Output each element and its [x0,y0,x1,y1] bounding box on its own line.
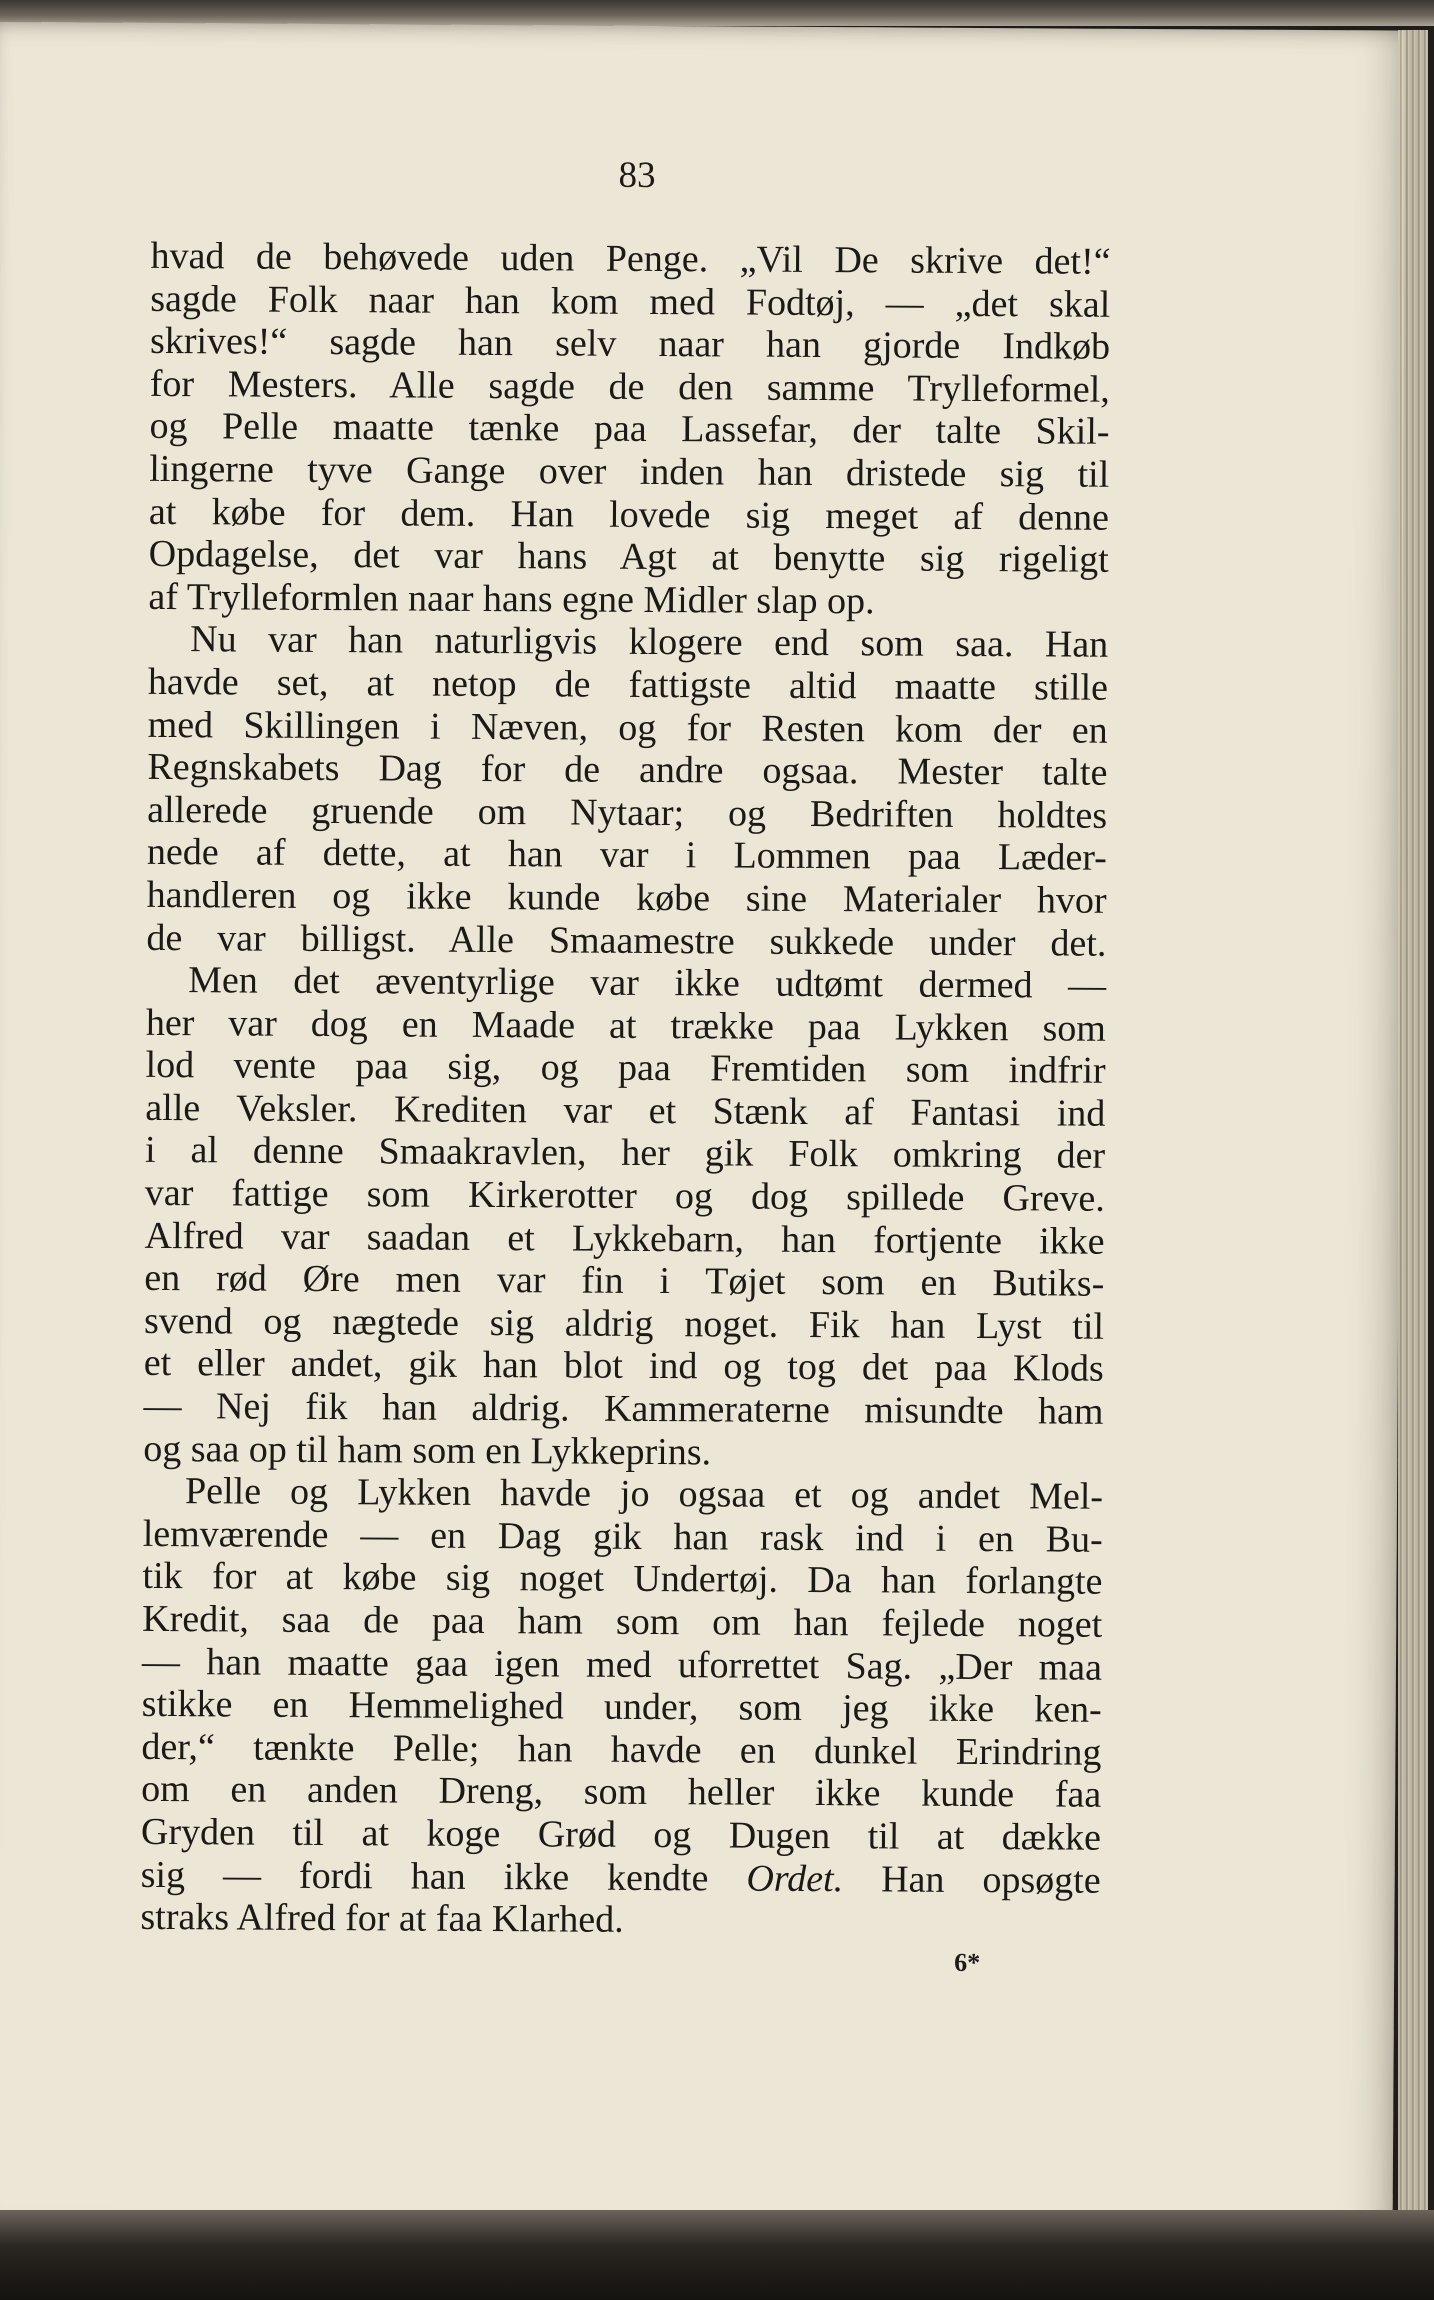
text-line: — han maatte gaa igen med uforrettet Sag. „Der maa [141,1640,1103,1689]
text-line: de var billigst. Alle Smaamestre sukkede under det. [146,916,1107,965]
italic-word: Ordet. [746,1857,844,1900]
book-bottom-edge [0,2210,1434,2300]
text-line: i al denne Smaakravlen, her gik Folk omkring der [144,1129,1106,1178]
text-line: — Nej fik han aldrig. Kammeraterne misundte ham [143,1384,1104,1433]
text-line: af Trylleformlen naar hans egne Midler slap op. [148,575,875,623]
text-line: sagde Folk naar han kom med Fodtøj, — „det skal [150,277,1111,326]
text-line: havde set, at netop de fattigste altid maatte stille [147,660,1109,709]
text-line: tik for at købe sig noget Undertøj. Da han forlangte [142,1555,1103,1604]
page-number: 83 [618,154,656,197]
text-line: handleren og ikke kunde købe sine Materialer hvor [146,873,1107,922]
text-line: Nu var han naturligvis klogere end som saa. Han [190,618,1109,667]
text-line: var fattige som Kirkerotter og dog spillede Greve. [144,1171,1105,1220]
text-line: alle Veksler. Krediten var et Stænk af Fantasi ind [145,1086,1106,1135]
text-line: Regnskabets Dag for de andre ogsaa. Mester talte [147,746,1108,794]
book-page-edges [1398,30,1428,2230]
text-line: stikke en Hemmelighed under, som jeg ikke ken- [141,1683,1102,1731]
printer-signature-mark: 6* [954,1947,981,1978]
text-line: om en anden Dreng, som heller ikke kunde faa [141,1768,1102,1817]
body-text [140,235,1110,1945]
text-line: Kredit, saa de paa ham som om han fejlede noget [142,1597,1103,1646]
text-line: lod vente paa sig, og paa Fremtiden som indfrir [145,1044,1106,1093]
text-line: et eller andet, gik han blot ind og tog det paa Klods [143,1342,1104,1391]
text-line: og Pelle maatte tænke paa Lassefar, der talte Skil- [149,405,1110,454]
text-line: Pelle og Lykken havde jo ogsaa et og andet Mel- [184,1470,1104,1518]
text-line: Opdagelse, det var hans Agt at benytte sig rigeligt [148,533,1109,581]
text-line: nede af dette, at han var i Lommen paa Læder- [146,831,1108,880]
text-line: og saa op til ham som en Lykkeprins. [143,1427,712,1473]
text-line: lingerne tyve Gange over inden han dristede sig til [149,447,1110,496]
text-line: straks Alfred for at faa Klarhed. [140,1896,624,1942]
text-line: Alfred var saadan et Lykkebarn, han fortjente ikke [144,1214,1105,1263]
book-page [0,22,1406,2239]
text-segment: sig — fordi han ikke kendte [140,1853,709,1899]
text-line: med Skillingen i Næven, og for Resten kom der en [147,703,1108,752]
text-line: en rød Øre men var fin i Tøjet som en Butiks- [144,1257,1105,1306]
text-segment: Han opsøgte [843,1857,1101,1902]
text-line: skrives!“ sagde han selv naar han gjorde Indkøb [149,320,1111,368]
text-line: svend og nægtede sig aldrig noget. Fik han Lyst til [143,1299,1105,1348]
text-line: at købe for dem. Han lovede sig meget af denne [148,490,1110,539]
text-line: Gryden til at koge Grød og Dugen til at dække [140,1810,1102,1859]
text-line: allerede gruende om Nytaar; og Bedriften holdtes [147,788,1108,837]
text-line: her var dog en Maade at trække paa Lykken som [145,1001,1107,1050]
text-line: lemværende — en Dag gik han rask ind i en Bu- [142,1512,1103,1561]
text-line: der,“ tænkte Pelle; han havde en dunkel Erindring [141,1725,1102,1774]
text-line: hvad de behøvede uden Penge. „Vil De skrive det!“ [150,234,1111,283]
text-line: Men det æventyrlige var ikke udtømt dermed — [188,959,1107,1007]
book-top-edge [0,0,1434,26]
text-line: for Mesters. Alle sagde de den samme Trylleformel, [149,362,1110,411]
text-line-with-italic [141,1853,1101,1901]
